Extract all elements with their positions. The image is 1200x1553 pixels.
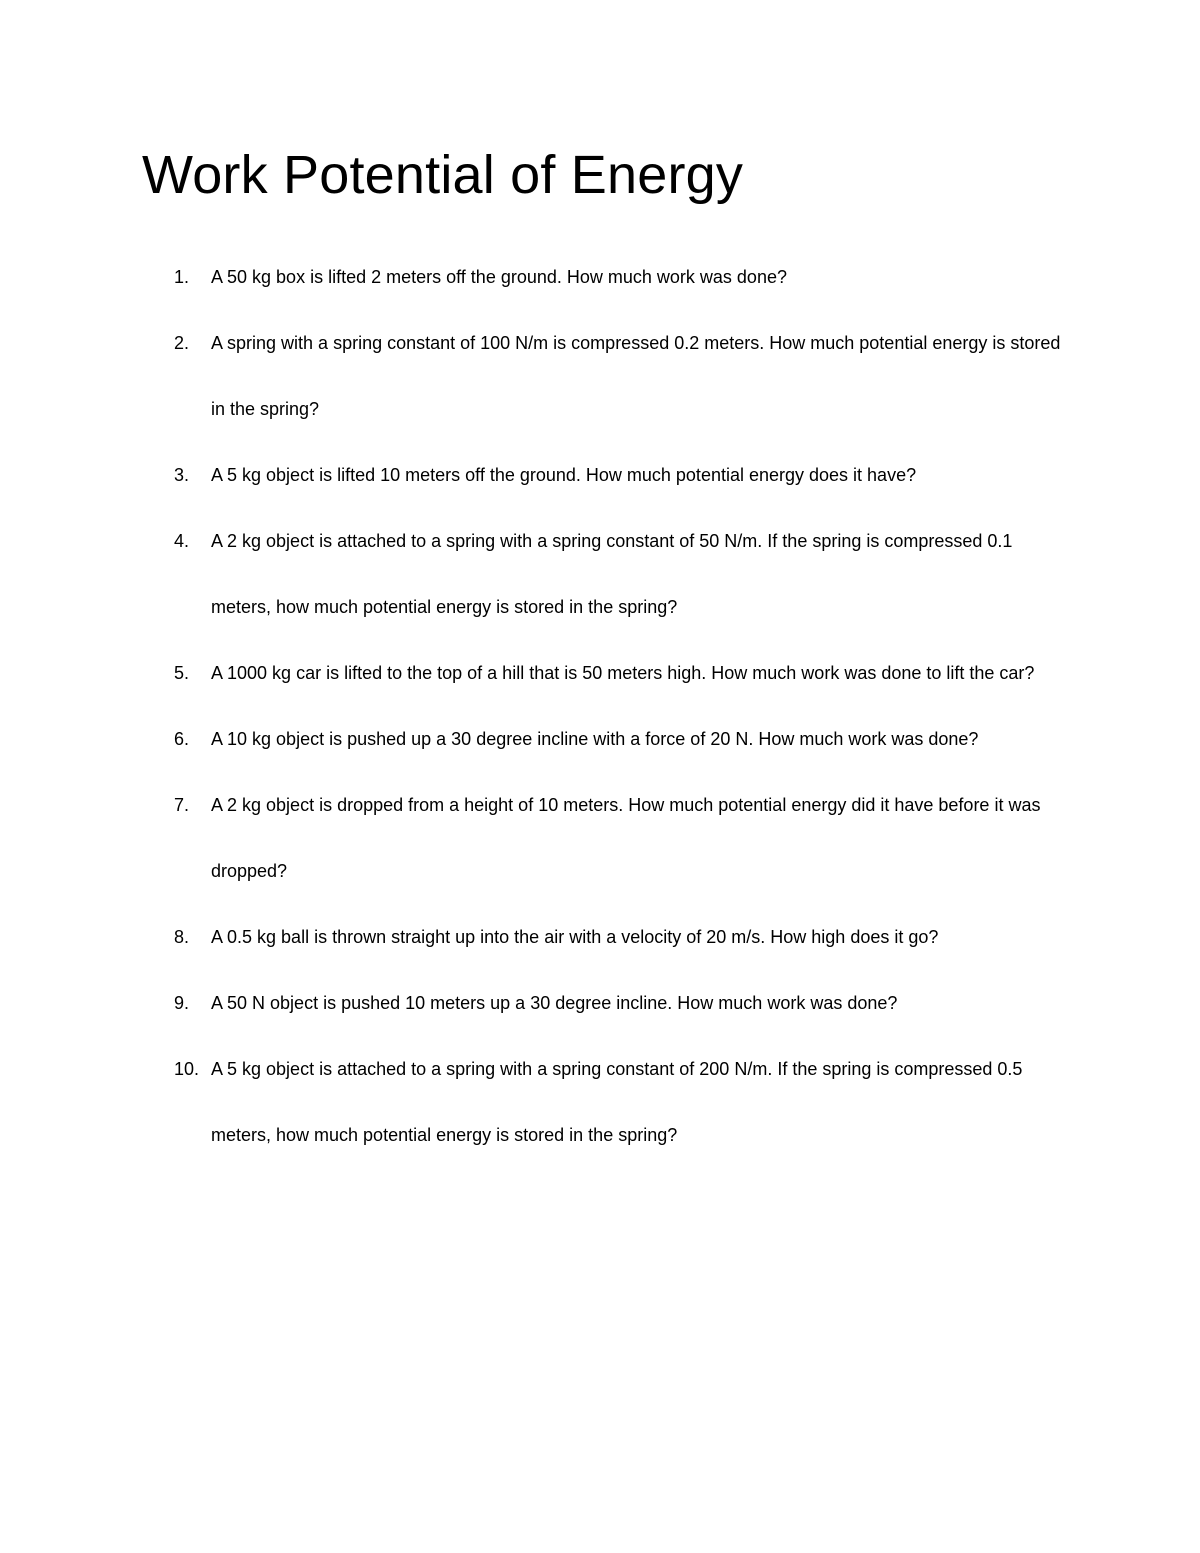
question-text: A 1000 kg car is lifted to the top of a hill that is 50 meters high. How much work was done to lift the car? [211,663,1035,683]
question-item-8 [0,904,1200,970]
question-text: A 2 kg object is attached to a spring with a spring constant of 50 N/m. If the spring is compressed 0.1 meters, how much potential energy is stored in the spring? [211,531,1013,617]
question-number: 3. [174,465,190,485]
question-number: 9. [174,993,190,1013]
question-item-9 [0,970,1200,1036]
question-item-6 [0,706,1200,772]
question-text: A 5 kg object is lifted 10 meters off the ground. How much potential energy does it have? [211,465,917,485]
question-text: A 10 kg object is pushed up a 30 degree incline with a force of 20 N. How much work was done? [211,729,979,749]
question-number: 8. [174,927,190,947]
question-text: A 50 N object is pushed 10 meters up a 30 degree incline. How much work was done? [211,993,898,1013]
question-text: A 2 kg object is dropped from a height of 10 meters. How much potential energy did it have before it was dropped? [211,795,1041,881]
question-text: A spring with a spring constant of 100 N/m is compressed 0.2 meters. How much potential energy is stored in the spring? [211,333,1061,419]
question-text: A 50 kg box is lifted 2 meters off the ground. How much work was done? [211,267,787,287]
document-title: Work Potential of Energy [142,145,744,205]
question-item-1 [0,244,1200,310]
question-list [0,244,1200,1168]
question-text: A 5 kg object is attached to a spring with a spring constant of 200 N/m. If the spring is compressed 0.5 meters, how much potential energy is stored in the spring? [211,1059,1023,1145]
question-number: 6. [174,729,190,749]
question-number: 5. [174,663,190,683]
question-number: 2. [174,333,190,353]
question-text: A 0.5 kg ball is thrown straight up into the air with a velocity of 20 m/s. How high does it go? [211,927,939,947]
question-number: 1. [174,267,190,287]
question-item-10 [0,1036,1200,1168]
question-number: 10. [174,1059,200,1079]
question-item-7 [0,772,1200,904]
question-item-3 [0,442,1200,508]
question-item-2 [0,310,1200,442]
question-number: 7. [174,795,190,815]
question-item-4 [0,508,1200,640]
question-number: 4. [174,531,190,551]
question-item-5 [0,640,1200,706]
